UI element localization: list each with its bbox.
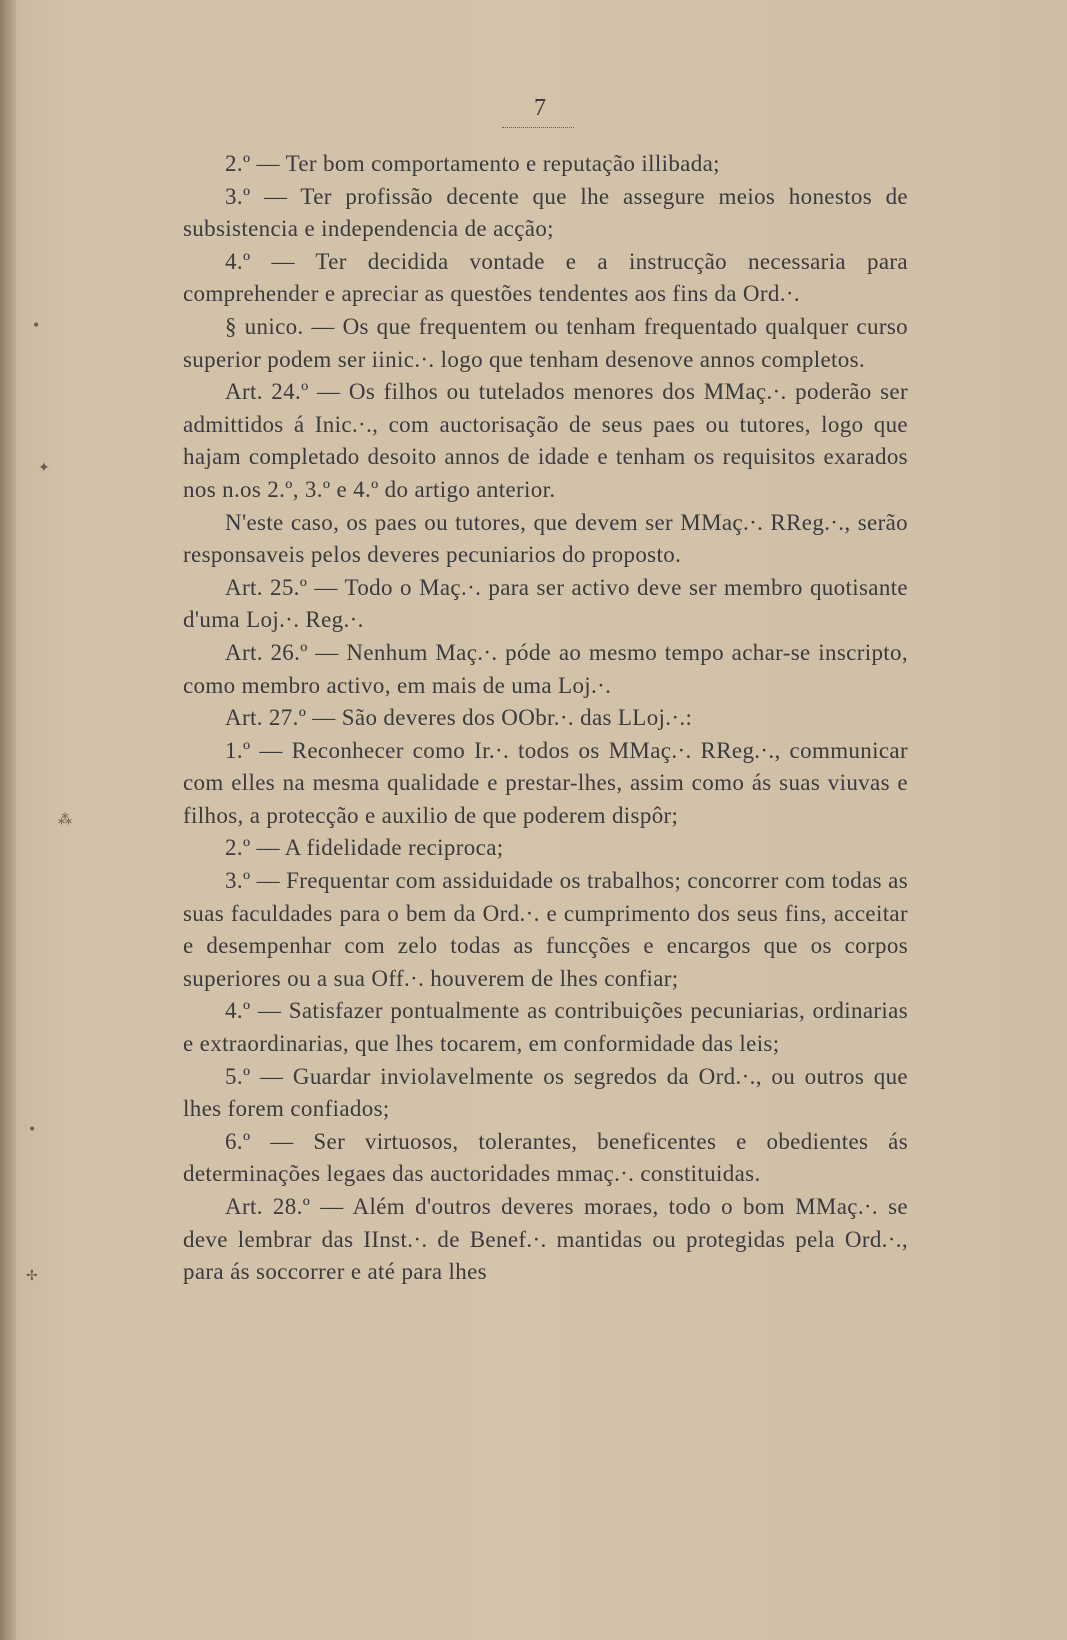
article-paragraph: Art. 25.º — Todo o Maç.·. para ser activo deve ser membro quotisante d'uma Loj.·. Reg.·. bbox=[183, 574, 908, 633]
paragraph: 5.º — Guardar inviolavelmente os segredos da Ord.·., ou outros que lhes forem confiados; bbox=[183, 1063, 908, 1122]
paragraph: N'este caso, os paes ou tutores, que devem ser MMaç.·. RReg.·., serão responsaveis pelos deveres pecuniarios do proposto. bbox=[183, 509, 908, 568]
paragraph: 2.º — A fidelidade reciproca; bbox=[225, 835, 504, 861]
margin-mark: • bbox=[32, 318, 41, 334]
article-paragraph: Art. 26.º — Nenhum Maç.·. póde ao mesmo tempo achar-se inscripto, como membro activo, em mais de uma Loj.·. bbox=[183, 639, 908, 698]
article-paragraph: Art. 24.º — Os filhos ou tutelados menores dos MMaç.·. poderão ser admittidos á Inic.·., com auctorisação de seus paes ou tutores, logo que hajam completado desoito annos de idade e tenham os requisitos exarados nos n.os 2.º, 3.º e 4.º do artigo anterior. bbox=[183, 379, 908, 502]
paragraph: 4.º — Satisfazer pontualmente as contribuições pecuniarias, ordinarias e extraordinarias, que lhes tocarem, em conformidade das leis; bbox=[183, 998, 908, 1057]
paragraph: 2.º — Ter bom comportamento e reputação illibada; bbox=[225, 151, 720, 176]
article-paragraph: Art. 27.º — São deveres dos OObr.·. das LLoj.·.: bbox=[225, 705, 693, 731]
paragraph: § unico. — Os que frequentem ou tenham frequentado qualquer curso superior podem ser iinic.·. logo que tenham desenove annos completos. bbox=[183, 313, 908, 372]
paragraph: 6.º — Ser virtuosos, tolerantes, beneficentes e obedientes ás determinações legaes das auctoridades mmaç.·. constituidas. bbox=[183, 1128, 908, 1187]
paragraph: 3.º — Frequentar com assiduidade os trabalhos; concorrer com todas as suas faculdades para o bem da Ord.·. e cumprimento dos seus fins, acceitar e desempenhar com zelo todas as funcções e encargos que os corpos superiores ou a sua Off.·. houverem de lhes confiar; bbox=[183, 868, 908, 991]
body-text bbox=[183, 148, 908, 1289]
paragraph: 1.º — Reconhecer como Ir.·. todos os MMaç.·. RReg.·., communicar com elles na mesma qualidade e prestar-lhes, assim como ás suas viuvas e filhos, a protecção e auxilio de que poderem dispôr; bbox=[183, 737, 908, 828]
margin-mark: ⁂ bbox=[58, 812, 72, 828]
binding-edge bbox=[0, 0, 16, 1640]
margin-mark: ✦ bbox=[38, 460, 50, 476]
paragraph: 3.º — Ter profissão decente que lhe assegure meios honestos de subsistencia e independencia de acção; bbox=[183, 183, 908, 242]
margin-mark: • bbox=[28, 1122, 37, 1138]
margin-mark: ✢ bbox=[26, 1268, 38, 1284]
article-paragraph: Art. 28.º — Além d'outros deveres moraes, todo o bom MMaç.·. se deve lembrar das IInst.·. de Benef.·. mantidas ou protegidas pela Ord.·., para ás soccorrer e até para lhes bbox=[183, 1194, 908, 1285]
paragraph: 4.º — Ter decidida vontade e a instrucção necessaria para comprehender e apreciar as questões tendentes aos fins da Ord.·. bbox=[183, 248, 908, 307]
page-number: 7 bbox=[534, 95, 546, 121]
header-rule bbox=[502, 127, 574, 128]
